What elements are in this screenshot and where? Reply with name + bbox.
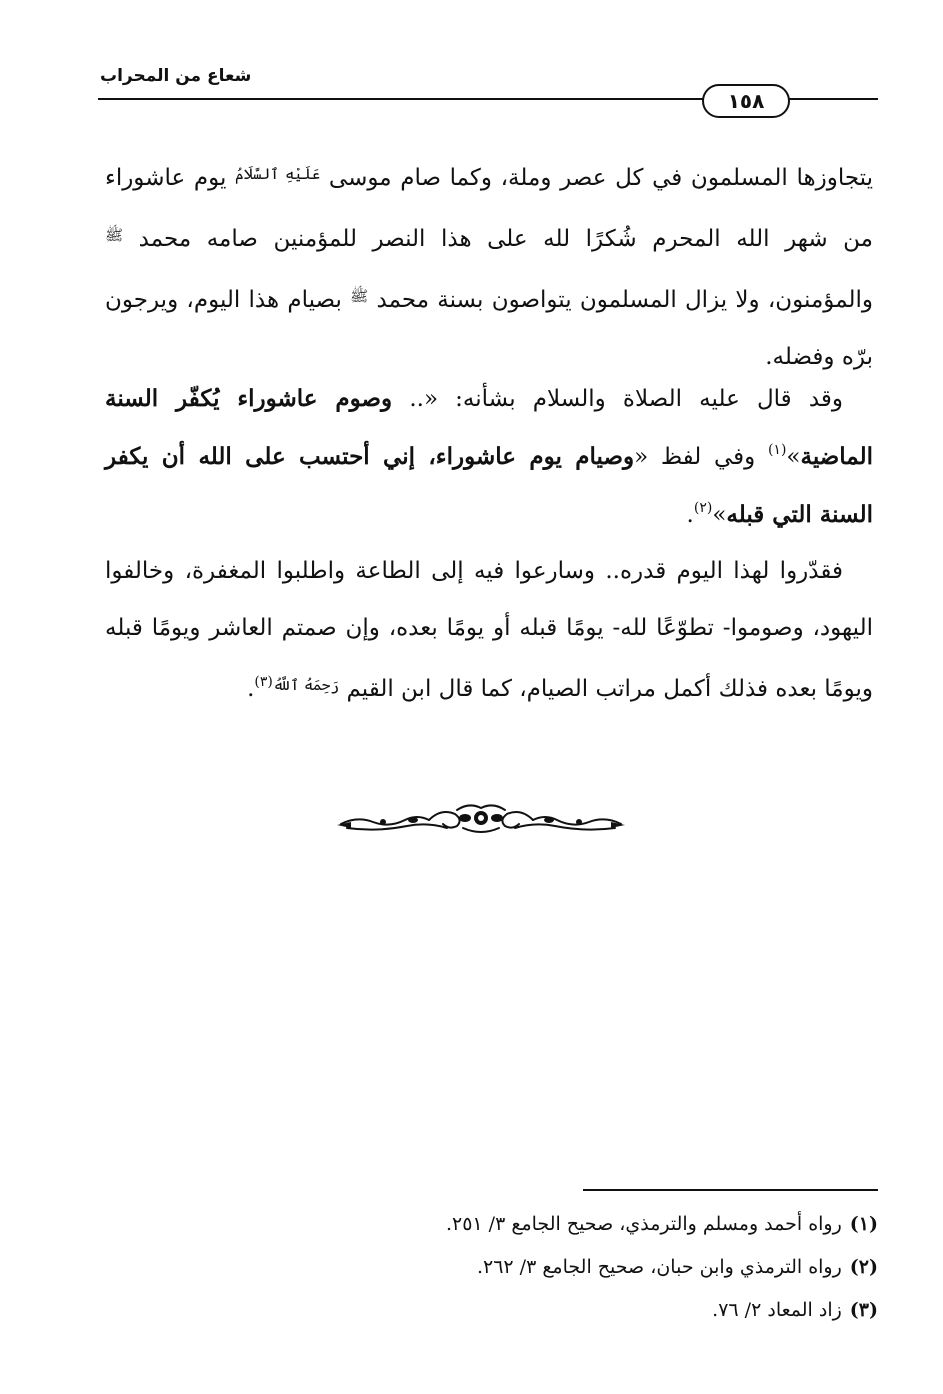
paragraph-2-text-b: وفي لفظ « [634,444,768,470]
quote-close-mark: » [786,444,801,470]
paragraph-1-text-a: يتجاوزها المسلمون في كل عصر وملة، وكما صام موسى [328,165,874,191]
hadith-quote-2: وصيام يوم عاشوراء، إني أحتسب على الله أن يكفر السنة التي قبله [105,443,873,528]
paragraph-2-text-a: وقد قال عليه الصلاة والسلام بشأنه: «.. [409,386,844,412]
paragraph-3-period: . [247,676,255,702]
paragraph-1 [105,146,873,386]
footnote-separator [583,1189,878,1191]
footnote-3 [300,1289,878,1332]
paragraph-1-text-b: يوم عاشوراء من شهر الله المحرم شُكرًا لله على هذا النصر للمؤمنين صامه محمد [105,165,873,252]
footnote-number: (١) [849,1213,878,1235]
paragraph-3 [105,543,873,718]
paragraph-1-text-c: والمؤمنون، ولا يزال المسلمون يتواصون بسنة محمد [376,287,873,313]
footnote-ref-2[interactable]: (٢) [693,500,713,516]
page-number-badge: ١٥٨ [702,84,790,118]
footnotes [300,1203,878,1332]
footnote-1 [300,1203,878,1246]
paragraph-2-period: . [686,502,694,528]
footnote-number: (٣) [849,1299,878,1321]
honorific-rahimahullah: رَحِمَهُ ٱللَّهُ [272,676,340,694]
footnote-ref-1[interactable]: (١) [767,442,787,458]
honorific-salawat: ﷺ [105,226,124,244]
floral-divider-icon [337,798,625,838]
paragraph-2 [105,370,873,544]
footnote-text: زاد المعاد ٢/ ٧٦. [712,1299,842,1321]
paragraph-3-text-a: فقدّروا لهذا اليوم قدره.. وسارعوا فيه إلى الطاعة واطلبوا المغفرة، وخالفوا اليهود، وصوموا- تطوّعًا لله- يومًا قبله أو يومًا بعده، وإن صمتم العاشر ويومًا قبله ويومًا بعده فذلك أكمل مراتب الصيام، كما قال ابن القيم [105,558,873,702]
paragraph-1-text-d: بصيام هذا اليوم، ويرجون برّه وفضله. [105,287,873,370]
footnote-ref-3[interactable]: (٣) [254,674,273,690]
footnote-text: رواه الترمذي وابن حبان، صحيح الجامع ٣/ ٢٦٢. [476,1256,842,1278]
footnote-number: (٢) [849,1256,878,1278]
footnote-text: رواه أحمد ومسلم والترمذي، صحيح الجامع ٣/ ٢٥١. [445,1213,842,1235]
footnote-2 [300,1246,878,1289]
running-title: شعاع من المحراب [100,66,252,86]
hadith-quote-1: وصوم عاشوراء يُكفّر السنة الماضية [105,385,873,470]
honorific-salawat: ﷺ [350,287,369,305]
honorific-alayhi-salam: عَلَيْهِ ٱلسَّلَامُ [235,165,321,183]
quote-close-mark: » [712,502,727,528]
